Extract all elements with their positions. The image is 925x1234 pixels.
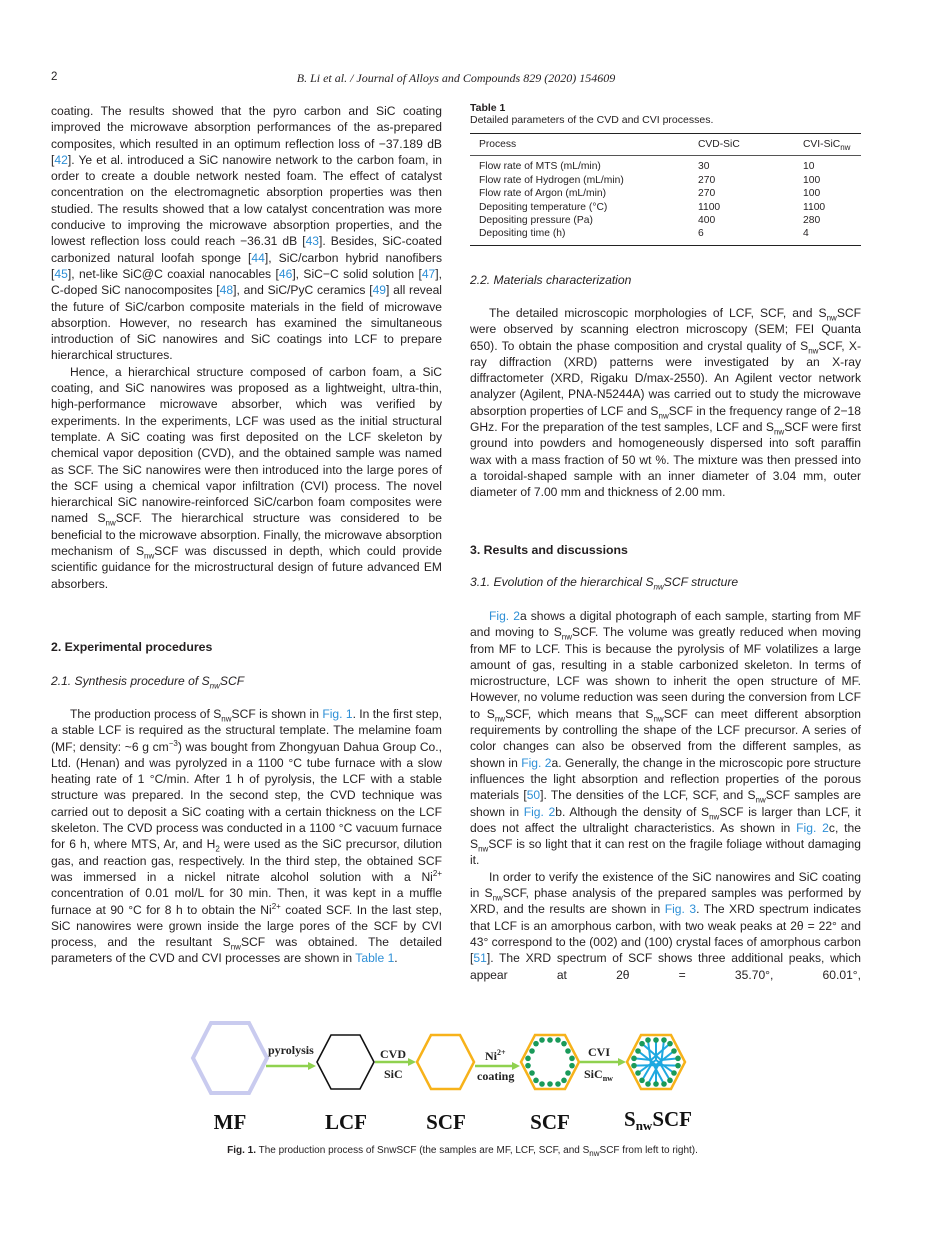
ni-particle xyxy=(529,1048,535,1054)
section-heading: 2. Experimental procedures xyxy=(51,640,213,654)
ni-particle xyxy=(539,1037,545,1043)
left-column xyxy=(51,103,442,592)
superscript: 2+ xyxy=(432,868,442,878)
arrow-label: $Ni^{2+}$ xyxy=(485,1048,506,1063)
paragraph: The production process of $S_{nw}SCF$ is shown in Fig. 1. In the first step, a stable LCF is required as the structural template. The melamine foam (MF; density: ~6 g $cm^{-3}$) was bought from Zhongyuan Dahua Group Co., Ltd. (Henan) and was pyrolyzed in a 1100 °C tube furnace with a slow heating rate of 1 °C/min. After 1 h of pyrolysis, the LCF with a stable structure was prepared. In the second step, the CVD technique was carried out to deposit a SiC coating with a certain thickness on the LCF skeleton. The CVD process was conducted in a 1100 °C vacuum furnace for 6 h, where MTS, Ar, and $H_2$ were used as the SiC precursor, dilution gas, and reaction gas, respectively. In the third step, the obtained SCF was immersed in a nickel nitrate alcohol solution with a $Ni^{2+}$ concentration of 0.01 mol/L for 30 min. Then, it was kept in a muffle furnace at 90 °C for 8 h to obtain the $Ni^{2+}$ coated SCF. In the last step, SiC nanowires were grown inside the large pores of the SCF by CVI process, and the resultant $S_{nw}SCF$ was obtained. The detailed parameters of the CVD and CVI processes are shown in Table 1. xyxy=(51,707,443,966)
table-header-row xyxy=(470,134,861,156)
figure-caption xyxy=(0,1145,925,1156)
arrow-label: CVI xyxy=(588,1045,611,1059)
ni-particle xyxy=(675,1063,681,1069)
reference-link[interactable]: 46 xyxy=(278,266,293,281)
ni-particle xyxy=(661,1081,667,1087)
sample-label: SCF xyxy=(426,1110,466,1134)
subscript: nw xyxy=(230,942,241,952)
arrow-label: SiC xyxy=(384,1067,403,1081)
subscript: nw xyxy=(561,632,573,642)
arrow-label: pyrolysis xyxy=(268,1043,314,1057)
scf-hexagon xyxy=(417,1035,474,1089)
subscript: nw xyxy=(209,681,220,691)
subscript: nw xyxy=(478,844,489,854)
table-cell: 400 xyxy=(698,215,716,227)
paragraph: coating. The results showed that the pyro carbon and SiC coating improved the microwave absorption performances of the as-prepared composites, which resulted in an optimum reflection loss of −37.189 dB [42]. Ye et al. introduced a SiC nanowire network to the carbon foam, in order to create a double network nested foam. The effect of catalyst concentration on the electromagnetic absorption properties was then studied. The results showed that a low catalyst concentration was more conducive to improving the microwave absorption properties, and the lowest reflection loss could reach −36.31 dB [43]. Besides, SiC-coated carbonized natural loofah sponge [44], SiC/carbon hybrid nanofibers [45], net-like SiC@C coaxial nanocables [46], SiC−C solid solution [47], C-doped SiC nanocomposites [48], and SiC/PyC ceramics [49] all reveal the future of SiC/carbon composite materials in the field of microwave absorption. However, no research has examined the simultaneous introduction of SiC nanowires and SiC coatings into LCF to prepare hierarchical structures. xyxy=(51,104,442,363)
ni-particle xyxy=(631,1056,637,1062)
reference-link[interactable]: Fig. 2 xyxy=(796,820,829,835)
arrow-label: SiC$_{nw}$ xyxy=(584,1067,613,1083)
table-cell: Flow rate of Hydrogen (mL/min) xyxy=(479,174,624,186)
table-cell: 10 xyxy=(803,161,815,173)
table-caption: Detailed parameters of the CVD and CVI processes. xyxy=(470,114,714,126)
reference-link[interactable]: 45 xyxy=(54,266,68,281)
subscript: 2 xyxy=(215,844,220,854)
ni-particle xyxy=(639,1041,645,1047)
subscript: nw xyxy=(653,714,664,724)
subscript: nw xyxy=(709,811,720,821)
table-cell: 100 xyxy=(803,188,821,200)
table-row xyxy=(470,214,861,227)
reference-link[interactable]: Fig. 2 xyxy=(489,609,520,623)
table-cell: 6 xyxy=(698,228,704,240)
ni-particle xyxy=(667,1078,673,1084)
subscript: nw xyxy=(653,582,664,592)
subsection-heading: 3.1. Evolution of the hierarchical $S_{nw}SCF$ structure xyxy=(470,575,739,592)
reference-link[interactable]: 43 xyxy=(305,234,320,249)
subscript: nw xyxy=(808,346,819,355)
ni-particle xyxy=(671,1070,677,1076)
subscript: nw xyxy=(840,143,851,153)
lcf-hexagon xyxy=(317,1035,374,1089)
subscript: nw xyxy=(105,518,116,528)
paragraph: In order to verify the existence of the SiC nanowires and SiC coating in $S_{nw}SCF$, phase analysis of the prepared samples was performed by XRD, and the results are shown in Fig. 3. The XRD spectrum indicates that LCF is an amorphous carbon, with two weak peaks at 2θ = 22° and 43° correspond to the (002) and (100) crystal faces of amorphous carbon [51]. The XRD spectrum of SCF shows three additional peaks, which appear at 2θ = 35.70°, 60.01°, xyxy=(470,869,862,982)
ni-particle xyxy=(525,1063,531,1069)
table-row xyxy=(470,201,861,214)
table-cell: Depositing temperature (°C) xyxy=(479,201,608,213)
table-cell: 30 xyxy=(698,161,710,173)
table-label: Table 1 xyxy=(470,102,506,114)
section-heading: 3. Results and discussions xyxy=(470,543,628,557)
subscript: nw xyxy=(755,795,766,805)
reference-link[interactable]: Fig. 1 xyxy=(322,707,353,721)
subscript: nw xyxy=(144,551,155,561)
right-column-lower xyxy=(470,608,861,983)
subscript: nw xyxy=(658,411,669,421)
reference-link[interactable]: 42 xyxy=(54,152,68,167)
sample-label: SnwSCF xyxy=(624,1107,692,1133)
table-cell: Depositing time (h) xyxy=(479,228,566,240)
ni-particle xyxy=(653,1081,659,1087)
ni-particle xyxy=(661,1037,667,1043)
table-row xyxy=(470,174,861,187)
mf-hexagon xyxy=(193,1023,267,1093)
table-cell: 1100 xyxy=(698,201,721,213)
paragraph: Hence, a hierarchical structure composed of carbon foam, a SiC coating, and SiC nanowires was proposed as a lightweight, ultra-thin, high-performance microwave absorber, which was verified by experiments. In the experiments, LCF was used as the initial structural template. A SiC coating was first deposited on the LCF skeleton by chemical vapor deposition (CVD), and the obtained sample was named as SCF. The SiC nanowires were then introduced into the large pores of the SCF using a chemical vapor infiltration (CVI) process. The novel hierarchical SiC nanowire-reinforced SiC/carbon foam composites were named $S_{nw}SCF$. The hierarchical structure was considered to be beneficial to the microwave absorption. Finally, the microwave absorption mechanism of $S_{nw}SCF$ was discussed in depth, which could provide scientific guidance for the microstructural design of future advanced EM absorbers. xyxy=(51,364,442,591)
paragraph: Fig. 2a shows a digital photograph of each sample, starting from MF and moving to $S_{nw}SCF$. The volume was greatly reduced when moving from MF to LCF. This is because the pyrolysis of MF volatilizes a large amount of gas, resulting in a stable carbonized skeleton. In terms of microstructure, LCF was shown to inherit the open structure of MF. However, no volume reduction was seen during the conversion from LCF to $S_{nw}SCF$, which means that $S_{nw}SCF$ can meet different absorption requirements by controlling the shape of the LCF precursor. A series of color changes can also be observed from the different samples, as shown in Fig. 2a. Generally, the change in the microscopic pore structure influences the light absorption and reflection properties of the porous materials [50]. The densities of the LCF, SCF, and $S_{nw}SCF$ samples are shown in Fig. 2b. Although the density of $S_{nw}SCF$ is larger than LCF, it does not affect the ultralight characteristics. As shown in Fig. 2c, the $S_{nw}SCF$ is so light that it can rest on the fragile foliage without damaging it. xyxy=(470,609,862,868)
running-title: B. Li et al. / Journal of Alloys and Compounds 829 (2020) 154609 xyxy=(296,71,616,85)
sample-label: SCF xyxy=(530,1110,570,1134)
subsection-heading: 2.1. Synthesis procedure of $S_{nw}SCF$ xyxy=(51,674,245,691)
ni-particle xyxy=(533,1078,539,1084)
page-number: 2 xyxy=(51,71,58,83)
ni-particle xyxy=(675,1056,681,1062)
ni-particle xyxy=(533,1041,539,1047)
snwscf-icon xyxy=(627,1035,685,1089)
ni-particle xyxy=(569,1056,575,1062)
subscript: nw xyxy=(589,1149,600,1158)
table-1 xyxy=(470,102,861,246)
table-cell: Depositing pressure (Pa) xyxy=(479,215,593,227)
reference-link[interactable]: Fig. 3 xyxy=(664,902,697,917)
figure-caption-text: The production process of SnwSCF (the samples are MF, LCF, SCF, and $S_{nw}SCF$ from left to right). xyxy=(256,1145,698,1158)
ni-coated-scf-icon xyxy=(521,1035,579,1089)
paragraph: The detailed microscopic morphologies of LCF, SCF, and $S_{nw}SCF$ were observed by scanning electron microscopy (SEM; FEI Quanta 650). To obtain the phase composition and crystal quality of $S_{nw}SCF$, X-ray diffraction (XRD) patterns were investigated by an X-ray diffractometer (XRD, Rigaku D/max-2550). An Agilent vector network analyzer (Agilent, PNA-N5244A) was carried out to study the microwave absorption properties of LCF and $S_{nw}SCF$ in the frequency range of 2−18 GHz. For the preparation of the test samples, LCF and $S_{nw}SCF$ were first ground into powders and homogeneously dispersed into soft paraffin wax with a mass fraction of 50 wt %. The mixture was then pressed into a toroidal-shaped sample with an inner diameter of 3.04 mm, outer diameter of 7.00 mm and thickness of 2.00 mm. xyxy=(470,306,861,500)
reference-link[interactable]: 49 xyxy=(372,283,387,298)
arrow-label: coating xyxy=(477,1069,515,1083)
nanowire xyxy=(634,1065,661,1066)
ni-particle xyxy=(565,1048,571,1054)
column-header: CVD-SiC xyxy=(698,139,740,150)
ni-particle xyxy=(539,1081,545,1087)
ni-particle xyxy=(555,1037,561,1043)
reference-link[interactable]: Fig. 2 xyxy=(521,755,552,770)
left-column-lower xyxy=(51,706,442,967)
reference-link[interactable]: Table 1 xyxy=(355,951,395,966)
table-cell: 270 xyxy=(698,174,716,186)
table-cell: 100 xyxy=(803,174,821,186)
ni-particle xyxy=(639,1078,645,1084)
subscript: nw xyxy=(492,893,503,903)
table-cell: 1100 xyxy=(803,201,826,213)
subscript: nw xyxy=(494,714,506,724)
reference-link[interactable]: 50 xyxy=(526,788,541,803)
table-cell: Flow rate of Argon (mL/min) xyxy=(479,188,607,200)
reference-link[interactable]: Fig. 2 xyxy=(523,804,556,819)
superscript: 2+ xyxy=(271,901,281,911)
reference-link[interactable]: 48 xyxy=(219,283,234,298)
reference-link[interactable]: 51 xyxy=(473,951,487,966)
table-row xyxy=(470,187,861,200)
sample-label: MF xyxy=(213,1110,247,1134)
subscript: nw xyxy=(826,313,837,323)
ni-particle xyxy=(565,1070,571,1076)
ni-particle xyxy=(645,1081,651,1087)
subscript: nw xyxy=(221,714,232,724)
ni-particle xyxy=(635,1070,641,1076)
table-cell: Flow rate of MTS (mL/min) xyxy=(479,161,601,173)
table-row xyxy=(470,156,861,174)
figure-label: Fig. 1. xyxy=(227,1145,256,1156)
ni-particle xyxy=(561,1041,567,1047)
ni-particle xyxy=(631,1063,637,1069)
parameters-table xyxy=(470,133,861,246)
table-cell: 4 xyxy=(803,228,809,240)
ni-particle xyxy=(561,1078,567,1084)
table-cell: 280 xyxy=(803,215,821,227)
ni-particle xyxy=(547,1081,553,1087)
right-column xyxy=(470,305,861,501)
ni-particle xyxy=(645,1037,651,1043)
sample-label: LCF xyxy=(325,1110,367,1134)
figure-1-process-diagram xyxy=(180,1010,740,1140)
column-header: Process xyxy=(479,139,517,150)
ni-particle xyxy=(569,1063,575,1069)
table-row xyxy=(470,227,861,245)
subscript: nw xyxy=(773,427,785,437)
ni-particle xyxy=(635,1048,641,1054)
table-cell: 270 xyxy=(698,188,716,200)
ni-particle xyxy=(525,1056,531,1062)
ni-particle xyxy=(529,1070,535,1076)
ni-particle xyxy=(547,1037,553,1043)
reference-link[interactable]: 44 xyxy=(251,250,265,265)
reference-link[interactable]: 47 xyxy=(421,266,436,281)
ni-particle xyxy=(671,1048,677,1054)
arrow-label: CVD xyxy=(380,1047,406,1061)
ni-particle xyxy=(653,1037,659,1043)
ni-particle xyxy=(555,1081,561,1087)
column-header: CVI-SiC$_{nw}$ xyxy=(803,139,851,153)
subsection-heading: 2.2. Materials characterization xyxy=(470,273,632,287)
superscript: −3 xyxy=(168,738,178,748)
ni-particle xyxy=(667,1041,673,1047)
